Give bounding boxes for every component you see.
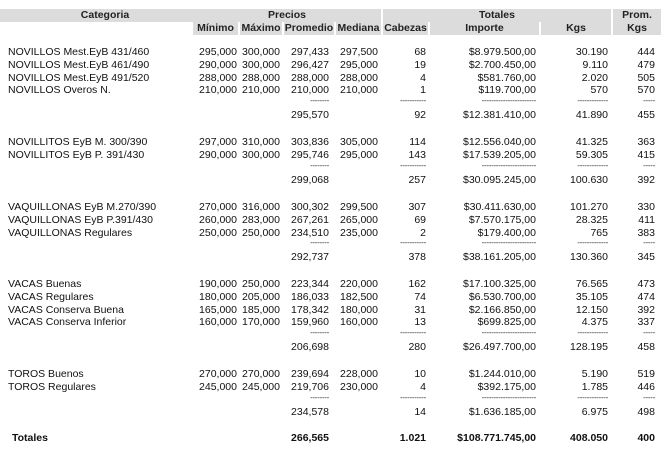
cell-minimo: 297,000 [199, 136, 237, 148]
cell-mediana: 265,000 [340, 213, 378, 226]
totals-importe: $108.771.745,00 [457, 432, 536, 444]
header-precios: Precios [193, 9, 381, 22]
cell-mediana: 299,500 [340, 201, 378, 213]
cell-promedio: 223,344 [291, 278, 329, 290]
cell-cabezas: 114 [409, 136, 426, 148]
cell-mediana: 210,000 [340, 84, 378, 97]
cell-maximo: 245,000 [242, 380, 280, 393]
subtotal-promedio: 295,570 [291, 109, 329, 122]
cell-mediana: 180,000 [340, 303, 378, 316]
subtotal-prom-kgs: 392 [637, 173, 655, 186]
cell-mediana: 182,500 [340, 290, 378, 303]
cell-cabezas: 4 [420, 380, 426, 393]
cell-promedio: 159,960 [291, 316, 329, 329]
separator-cabezas: ----------- [399, 160, 426, 170]
cell-minimo: 288,000 [199, 71, 237, 84]
cell-cabezas: 4 [420, 71, 426, 84]
cell-prom-kgs: 519 [637, 368, 655, 380]
cell-mediana: 295,000 [340, 58, 378, 71]
subtotal-importe: $30.095.245,00 [463, 173, 536, 186]
separator-prom-kgs: ----- [643, 238, 655, 248]
cell-mediana: 160,000 [340, 316, 378, 329]
cell-mediana: 305,000 [340, 136, 378, 148]
separator-cabezas: ----------- [399, 238, 426, 248]
row-category: VAQUILLONAS EyB M.270/390 [8, 201, 157, 213]
totals-label: Totales [12, 432, 48, 444]
cell-cabezas: 31 [414, 303, 426, 316]
subtotal-cabezas: 92 [414, 109, 426, 122]
subtotal-promedio: 299,068 [291, 173, 329, 186]
separator-importe: ----------------------- [481, 328, 536, 338]
header-mediana: Mediana [337, 22, 380, 34]
cell-importe: $2.166.850,00 [468, 303, 536, 316]
cell-kgs: 5.190 [581, 368, 608, 380]
totals-cabezas: 1.021 [399, 432, 426, 444]
subtotal-promedio: 292,737 [291, 251, 329, 264]
header-kgs: Kgs [541, 22, 611, 35]
cell-promedio: 295,746 [291, 148, 329, 161]
cell-minimo: 210,000 [199, 84, 237, 97]
cell-kgs: 570 [590, 84, 608, 97]
cell-maximo: 283,000 [242, 213, 280, 226]
subtotal-kgs: 41.890 [575, 109, 608, 122]
cell-minimo: 260,000 [199, 213, 237, 226]
cell-mediana: 288,000 [340, 71, 378, 84]
separator-promedio: -------- [310, 96, 329, 106]
separator-importe: ----------------------- [481, 96, 536, 106]
cell-importe: $12.556.040,00 [463, 136, 536, 148]
cell-mediana: 235,000 [340, 226, 378, 239]
cell-promedio: 186,033 [291, 290, 329, 303]
separator-kgs: ------------- [577, 392, 608, 402]
cell-importe: $7.570.175,00 [468, 213, 536, 226]
separator-prom-kgs: ----- [643, 96, 655, 106]
subtotal-importe: $26.497.700,00 [463, 341, 536, 354]
cell-promedio: 210,000 [291, 84, 329, 97]
cell-kgs: 30.190 [575, 46, 608, 58]
separator-promedio: -------- [310, 238, 329, 248]
separator-cabezas: ----------- [399, 328, 426, 338]
cell-cabezas: 69 [414, 213, 426, 226]
cell-kgs: 12.150 [575, 303, 608, 316]
cell-minimo: 270,000 [199, 201, 237, 213]
separator-importe: ----------------------- [481, 160, 536, 170]
separator-kgs: ------------- [577, 96, 608, 106]
subtotal-cabezas: 280 [408, 341, 426, 354]
header-promedio: Promedio [284, 22, 334, 34]
cell-promedio: 288,000 [291, 71, 329, 84]
cell-importe: $119.700,00 [478, 84, 536, 97]
subtotal-prom-kgs: 498 [637, 405, 655, 418]
cell-prom-kgs: 474 [637, 290, 655, 303]
row-category: NOVILLITOS EyB M. 300/390 [8, 136, 148, 148]
row-category: NOVILLITOS EyB P. 391/430 [8, 148, 145, 161]
cell-promedio: 300,302 [291, 201, 329, 213]
row-category: TOROS Regulares [8, 380, 96, 393]
separator-promedio: -------- [310, 328, 329, 338]
cell-maximo: 210,000 [242, 84, 280, 97]
separator-prom-kgs: ----- [643, 392, 655, 402]
cell-mediana: 297,500 [340, 46, 378, 58]
cell-prom-kgs: 337 [637, 316, 655, 329]
cell-prom-kgs: 473 [637, 278, 655, 290]
header-categoria: Categoria [0, 9, 210, 22]
cell-promedio: 234,510 [291, 226, 329, 239]
cell-maximo: 288,000 [242, 71, 280, 84]
row-category: VAQUILLONAS Regulares [8, 226, 133, 239]
cell-minimo: 290,000 [199, 148, 237, 161]
cell-kgs: 101.270 [570, 201, 608, 213]
subtotal-prom-kgs: 345 [637, 251, 655, 264]
subtotal-kgs: 6.975 [581, 405, 608, 418]
cell-maximo: 250,000 [242, 278, 280, 290]
cell-promedio: 297,433 [291, 46, 329, 58]
subtotal-prom-kgs: 455 [637, 109, 655, 122]
row-category: VACAS Conserva Buena [8, 303, 124, 316]
row-category: NOVILLOS Mest.EyB 491/520 [8, 71, 150, 84]
row-category: TOROS Buenos [8, 368, 84, 380]
totals-prom-kgs: 400 [637, 432, 655, 444]
cell-maximo: 310,000 [242, 136, 280, 148]
cell-importe: $2.700.450,00 [468, 58, 536, 71]
cell-kgs: 4.375 [581, 316, 608, 329]
cell-kgs: 1.785 [581, 380, 608, 393]
cell-importe: $17.100.325,00 [463, 278, 536, 290]
subtotal-importe: $12.381.410,00 [463, 109, 536, 122]
separator-cabezas: ----------- [399, 96, 426, 106]
subtotal-promedio: 206,698 [291, 341, 329, 354]
cell-mediana: 295,000 [340, 148, 378, 161]
cell-kgs: 35.105 [575, 290, 608, 303]
cell-kgs: 76.565 [575, 278, 608, 290]
cell-importe: $30.411.630,00 [463, 201, 536, 213]
cell-kgs: 59.305 [575, 148, 608, 161]
cell-importe: $581.760,00 [477, 71, 536, 84]
header-blank [0, 22, 190, 35]
cell-promedio: 267,261 [291, 213, 329, 226]
separator-kgs: ------------- [577, 328, 608, 338]
subtotal-importe: $38.161.205,00 [463, 251, 536, 264]
cell-maximo: 270,000 [242, 368, 280, 380]
header-totales: Totales [383, 9, 611, 22]
cell-prom-kgs: 479 [637, 58, 655, 71]
subtotal-cabezas: 14 [414, 405, 426, 418]
separator-promedio: -------- [310, 392, 329, 402]
separator-kgs: ------------- [577, 238, 608, 248]
row-category: NOVILLOS Mest.EyB 431/460 [8, 46, 150, 58]
subtotal-prom-kgs: 458 [637, 341, 655, 354]
row-category: NOVILLOS Mest.EyB 461/490 [8, 58, 150, 71]
cell-kgs: 41.325 [575, 136, 608, 148]
row-category: NOVILLOS Overos N. [8, 84, 111, 97]
cell-minimo: 190,000 [199, 278, 237, 290]
row-category: VACAS Buenas [8, 278, 82, 290]
cell-prom-kgs: 446 [637, 380, 655, 393]
cell-cabezas: 143 [408, 148, 426, 161]
cell-kgs: 28.325 [575, 213, 608, 226]
cell-importe: $699.825,00 [477, 316, 536, 329]
cell-maximo: 205,000 [242, 290, 280, 303]
cell-cabezas: 13 [414, 316, 426, 329]
header-importe: Importe [430, 22, 539, 35]
cell-prom-kgs: 383 [637, 226, 655, 239]
cell-prom-kgs: 392 [637, 303, 655, 316]
cell-prom-kgs: 444 [637, 46, 655, 58]
cell-prom-kgs: 570 [637, 84, 655, 97]
cell-kgs: 2.020 [581, 71, 608, 84]
cell-cabezas: 68 [414, 46, 426, 58]
cell-mediana: 230,000 [340, 380, 378, 393]
cell-cabezas: 307 [408, 201, 426, 213]
cell-promedio: 178,342 [291, 303, 329, 316]
separator-importe: ----------------------- [481, 392, 536, 402]
cell-prom-kgs: 363 [637, 136, 655, 148]
cell-minimo: 245,000 [199, 380, 237, 393]
row-category: VACAS Conserva Inferior [8, 316, 127, 329]
cell-importe: $1.244.010,00 [468, 368, 536, 380]
separator-prom-kgs: ----- [643, 328, 655, 338]
cell-importe: $392.175,00 [477, 380, 536, 393]
cell-cabezas: 19 [414, 58, 426, 71]
cell-maximo: 300,000 [242, 58, 280, 71]
totals-kgs: 408.050 [570, 432, 608, 444]
cell-minimo: 180,000 [199, 290, 237, 303]
cell-maximo: 250,000 [242, 226, 280, 239]
header-maximo: Máximo [241, 22, 281, 34]
header-minimo: Mínimo [193, 22, 238, 35]
cell-cabezas: 162 [408, 278, 426, 290]
cell-prom-kgs: 415 [637, 148, 655, 161]
separator-importe: ----------------------- [481, 238, 536, 248]
cell-maximo: 170,000 [242, 316, 280, 329]
cell-minimo: 270,000 [199, 368, 237, 380]
header-prom-kgs: Kgs [613, 22, 661, 35]
cell-promedio: 219,706 [291, 380, 329, 393]
cell-importe: $6.530.700,00 [468, 290, 536, 303]
separator-prom-kgs: ----- [643, 160, 655, 170]
cell-minimo: 165,000 [199, 303, 237, 316]
cell-importe: $8.979.500,00 [468, 46, 536, 58]
row-category: VACAS Regulares [8, 290, 94, 303]
separator-cabezas: ----------- [399, 392, 426, 402]
header-prom: Prom. [613, 9, 661, 22]
cell-promedio: 303,836 [291, 136, 329, 148]
header-cabezas: Cabezas [384, 22, 427, 34]
subtotal-cabezas: 257 [408, 173, 426, 186]
cell-minimo: 290,000 [199, 58, 237, 71]
cell-cabezas: 1 [420, 84, 426, 97]
subtotal-kgs: 130.360 [570, 251, 608, 264]
cell-maximo: 185,000 [242, 303, 280, 316]
cell-maximo: 300,000 [242, 148, 280, 161]
totals-promedio: 266,565 [291, 432, 329, 444]
subtotal-kgs: 128.195 [570, 341, 608, 354]
cell-kgs: 9.110 [582, 58, 608, 71]
cell-maximo: 300,000 [242, 46, 280, 58]
cell-mediana: 228,000 [340, 368, 378, 380]
cell-importe: $179.400,00 [477, 226, 536, 239]
cell-kgs: 765 [590, 226, 608, 239]
cell-cabezas: 10 [414, 368, 426, 380]
cell-prom-kgs: 330 [637, 201, 655, 213]
cell-minimo: 295,000 [199, 46, 237, 58]
cell-minimo: 250,000 [199, 226, 237, 239]
cell-promedio: 296,427 [291, 58, 329, 71]
separator-promedio: -------- [310, 160, 329, 170]
subtotal-importe: $1.636.185,00 [468, 405, 536, 418]
subtotal-promedio: 234,578 [291, 405, 329, 418]
subtotal-cabezas: 378 [408, 251, 426, 264]
cell-mediana: 220,000 [340, 278, 378, 290]
cell-minimo: 160,000 [199, 316, 237, 329]
cell-maximo: 316,000 [242, 201, 280, 213]
cell-cabezas: 2 [420, 226, 426, 239]
cell-promedio: 239,694 [291, 368, 329, 380]
subtotal-kgs: 100.630 [570, 173, 608, 186]
row-category: VAQUILLONAS EyB P.391/430 [8, 213, 153, 226]
cell-cabezas: 74 [414, 290, 426, 303]
cell-importe: $17.539.205,00 [463, 148, 536, 161]
cell-prom-kgs: 411 [638, 213, 655, 226]
separator-kgs: ------------- [577, 160, 608, 170]
cell-prom-kgs: 505 [637, 71, 655, 84]
